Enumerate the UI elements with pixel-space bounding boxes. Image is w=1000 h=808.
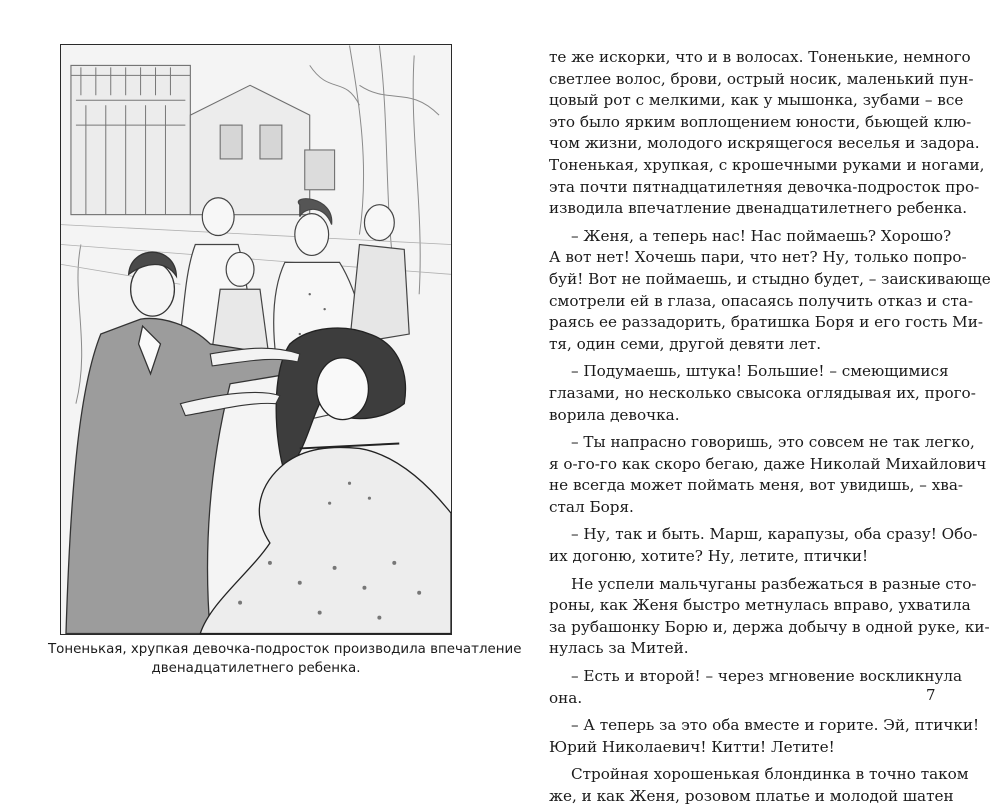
caption-line-1: Тоненькая, хрупкая девочка-подросток производила впечатление	[48, 642, 522, 657]
page-number: 7	[926, 686, 936, 704]
text-line: Юрий Николаевич! Китти! Летите!	[549, 737, 835, 756]
text-line: буй! Вот не поймаешь, и стыдно будет, – заискивающе	[549, 269, 991, 288]
text-line: раясь ее раззадорить, братишка Боря и его гость Ми-	[549, 313, 983, 332]
text-line: нулась за Митей.	[549, 639, 689, 658]
text-line: А вот нет! Хочешь пари, что нет? Ну, только попро-	[549, 248, 967, 267]
text-line: ворила девочка.	[549, 405, 680, 424]
text-line: чом жизни, молодого искрящегося веселья и задора.	[549, 134, 980, 153]
text-line: это было ярким воплощением юности, бьющей клю-	[549, 112, 972, 131]
text-line: – Есть и второй! – через мгновение воскликнула	[571, 667, 963, 686]
text-line: цовый рот с мелкими, как у мышонка, зубами – все	[549, 91, 964, 110]
pencil-sketch-children-playing	[61, 45, 451, 634]
text-line: Стройная хорошенькая блондинка в точно таком	[571, 765, 969, 784]
text-line: те же искорки, что и в волосах. Тоненькие, немного	[549, 48, 971, 66]
illustration-caption	[48, 640, 522, 678]
text-line: изводила впечатление двенадцатилетнего ребенка.	[549, 199, 968, 218]
text-line: – А теперь за это оба вместе и горите. Эй, птички!	[571, 716, 980, 735]
text-line: стал Боря.	[549, 497, 634, 516]
text-line: смотрели ей в глаза, опасаясь получить отказ и ста-	[549, 291, 973, 310]
text-line: тя, один семи, другой девяти лет.	[549, 334, 822, 353]
text-line: я о-го-го как скоро бегаю, даже Николай Михайлович	[549, 454, 987, 473]
text-line: их догоню, хотите? Ну, летите, птички!	[549, 547, 869, 566]
text-line: – Женя, а теперь нас! Нас поймаешь? Хорошо?	[571, 226, 952, 245]
text-line: она.	[549, 688, 583, 707]
text-line: не всегда может поймать меня, вот увидишь, – хва-	[549, 476, 964, 495]
text-line: – Ты напрасно говоришь, это совсем не так легко,	[571, 433, 975, 452]
caption-line-2: двенадцатилетнего ребенка.	[151, 661, 361, 676]
text-line: – Ну, так и быть. Марш, карапузы, оба сразу! Обо-	[571, 525, 978, 544]
text-line: глазами, но несколько свысока оглядывая их, прого-	[549, 383, 976, 402]
text-line: роны, как Женя быстро метнулась вправо, ухватила	[549, 596, 971, 615]
text-line: Тоненькая, хрупкая, с крошечными руками и ногами,	[549, 155, 985, 174]
text-line: за рубашонку Борю и, держа добычу в одной руке, ки-	[549, 617, 990, 636]
text-line: эта почти пятнадцатилетняя девочка-подросток про-	[549, 177, 980, 196]
text-line: же, и как Женя, розовом платье и молодой шатен	[549, 787, 954, 805]
text-line: – Подумаешь, штука! Большие! – смеющимися	[571, 362, 949, 381]
body-text	[549, 47, 991, 808]
book-illustration	[60, 44, 452, 635]
text-line: Не успели мальчуганы разбежаться в разные сто-	[571, 574, 977, 593]
text-line: светлее волос, брови, острый носик, маленький пун-	[549, 69, 974, 88]
